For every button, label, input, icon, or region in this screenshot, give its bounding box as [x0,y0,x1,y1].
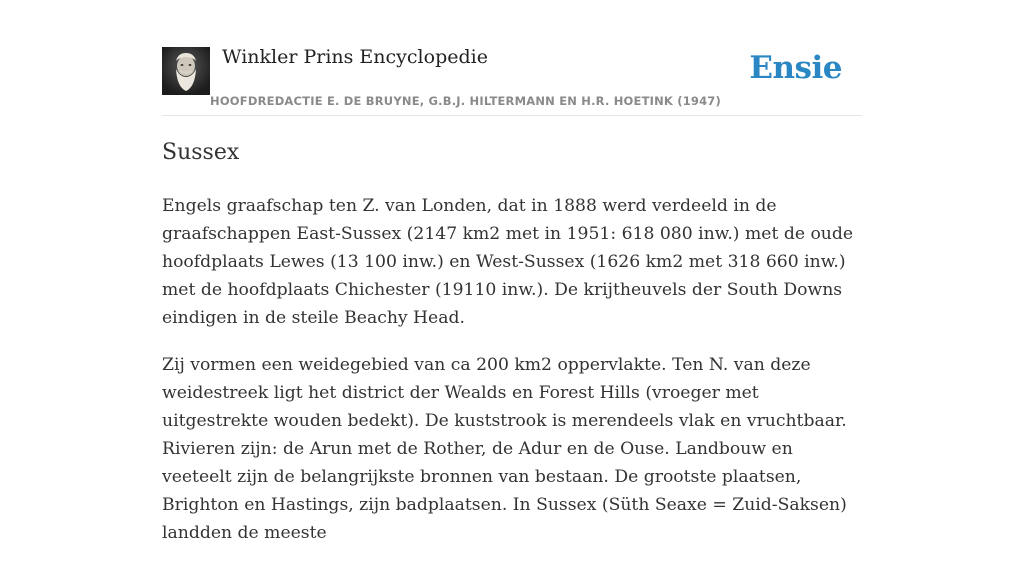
article-body [162,192,862,566]
article-paragraph: Zij vormen een weidegebied van ca 200 km2 oppervlakte. Ten N. van deze weidestreek ligt het district der Wealds en Forest Hills (vroeger met uitgestrekte wouden bedekt). De kuststrook is merendeels vlak en vruchtbaar. Rivieren zijn: de Arun met de Rother, de Adur en de Ouse. Landbouw en veeteelt zijn de belangrijkste bronnen van bestaan. De grootste plaatsen, Brighton en Hastings, zijn badplaatsen. In Sussex (Süth Seaxe = Zuid-Saksen) landden de meeste [162,355,847,543]
article-title: Sussex [162,140,240,165]
bearded-man-portrait-icon [162,47,210,95]
publication-title[interactable]: Winkler Prins Encyclopedie [222,46,488,68]
author-avatar [162,47,210,95]
site-header [162,0,862,116]
article-paragraph: Engels graafschap ten Z. van Londen, dat in 1888 werd verdeeld in de graafschappen East-Sussex (2147 km2 met in 1951: 618 080 inw.) met de oude hoofdplaats Lewes (13 100 inw.) en West-Sussex (1626 km2 met 318 660 inw.) met de hoofdplaats Chichester (19110 inw.). De krijtheuvels der South Downs eindigen in de steile Beachy Head. [162,196,854,328]
page [162,0,862,543]
ensie-logo[interactable]: Ensie [749,50,842,86]
editors-line: HOOFDREDACTIE E. DE BRUYNE, G.B.J. HILTERMANN EN H.R. HOETINK (1947) [210,94,721,108]
